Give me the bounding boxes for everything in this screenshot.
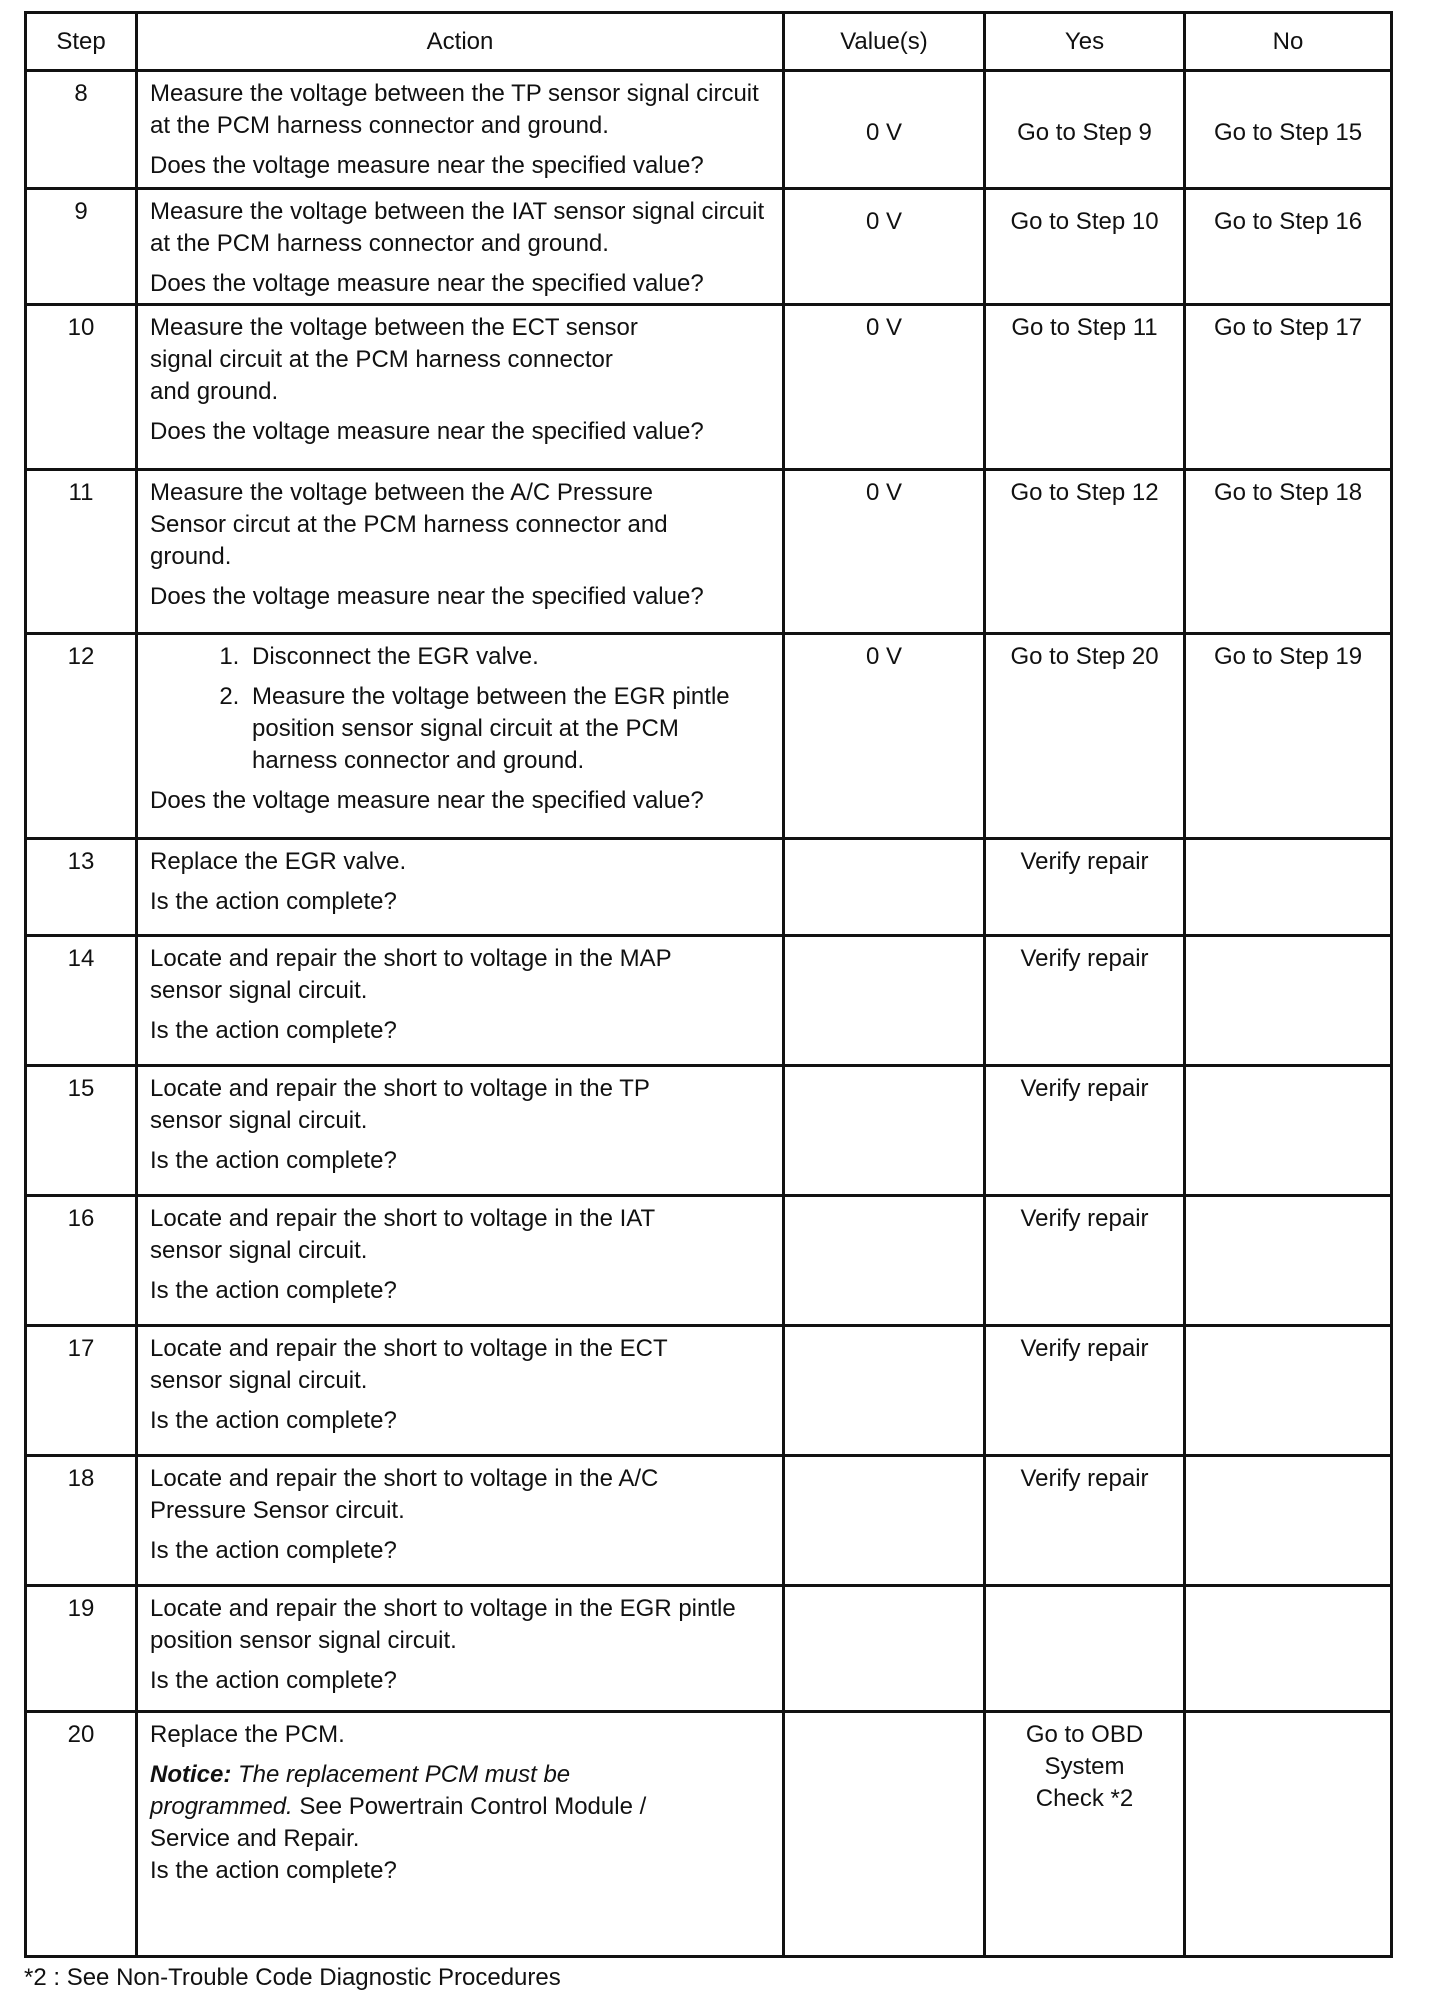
no-cell [1185, 1586, 1392, 1712]
yes-cell: Verify repair [985, 1326, 1185, 1456]
action-question: Is the action complete? [150, 1017, 397, 1044]
value-cell [784, 1326, 985, 1456]
header-action: Action [137, 13, 784, 71]
action-cell [137, 71, 784, 189]
substep-item: 2. Measure the voltage between the EGR pintle position sensor signal circuit at the PCM harness connector and ground. [246, 681, 770, 777]
yes-cell: Go to Step 9 [985, 71, 1185, 189]
header-values: Value(s) [784, 13, 985, 71]
table-row [26, 634, 1392, 839]
no-cell [1185, 839, 1392, 936]
action-question: Is the action complete? [150, 1147, 397, 1174]
action-question: Is the action complete? [150, 1667, 397, 1694]
step-number: 11 [26, 470, 137, 634]
action-cell [137, 189, 784, 305]
value-cell [784, 1066, 985, 1196]
table-row [26, 189, 1392, 305]
value-cell [784, 839, 985, 936]
diagnostic-table [24, 11, 1393, 1958]
table-row [26, 1712, 1392, 1957]
action-cell [137, 936, 784, 1066]
action-text: Locate and repair the short to voltage in the EGR pintle position sensor signal circuit. [150, 1595, 736, 1654]
table-row [26, 1196, 1392, 1326]
table-row [26, 1586, 1392, 1712]
action-question: Does the voltage measure near the specified value? [150, 583, 704, 610]
action-text: Measure the voltage between the TP sensor signal circuit at the PCM harness connector and ground. [150, 80, 759, 139]
value-cell: 0 V [784, 189, 985, 305]
notice-reference: See Powertrain Control Module / Service and Repair. [150, 1793, 647, 1852]
action-cell [137, 1326, 784, 1456]
notice-block [150, 1759, 770, 1855]
no-cell [1185, 1066, 1392, 1196]
action-cell [137, 1586, 784, 1712]
footnote: *2 : See Non-Trouble Code Diagnostic Procedures [24, 1964, 561, 1991]
action-text: Measure the voltage between the A/C Pressure Sensor circut at the PCM harness connector and ground. [150, 479, 668, 570]
action-text: Locate and repair the short to voltage in the MAP sensor signal circuit. [150, 945, 672, 1004]
action-text: Locate and repair the short to voltage in the IAT sensor signal circuit. [150, 1205, 655, 1264]
no-cell: Go to Step 17 [1185, 305, 1392, 470]
step-number: 20 [26, 1712, 137, 1957]
value-cell [784, 1586, 985, 1712]
table-row [26, 1066, 1392, 1196]
value-cell [784, 1196, 985, 1326]
yes-cell: Go to Step 12 [985, 470, 1185, 634]
action-cell [137, 470, 784, 634]
step-number: 13 [26, 839, 137, 936]
step-number: 14 [26, 936, 137, 1066]
action-text: Locate and repair the short to voltage in the A/C Pressure Sensor circuit. [150, 1465, 659, 1524]
no-cell [1185, 1712, 1392, 1957]
step-number: 15 [26, 1066, 137, 1196]
action-cell [137, 634, 784, 839]
action-question: Is the action complete? [150, 888, 397, 915]
action-question: Does the voltage measure near the specified value? [150, 418, 704, 445]
action-question: Is the action complete? [150, 1537, 397, 1564]
no-cell: Go to Step 19 [1185, 634, 1392, 839]
action-question: Does the voltage measure near the specified value? [150, 270, 704, 297]
action-question: Does the voltage measure near the specified value? [150, 152, 704, 179]
yes-cell: Verify repair [985, 839, 1185, 936]
action-text: Locate and repair the short to voltage in the TP sensor signal circuit. [150, 1075, 650, 1134]
table-row [26, 1456, 1392, 1586]
yes-cell: Verify repair [985, 1196, 1185, 1326]
action-question: Is the action complete? [150, 1857, 397, 1884]
step-number: 8 [26, 71, 137, 189]
notice-label: Notice: [150, 1761, 232, 1788]
action-question: Does the voltage measure near the specified value? [150, 787, 704, 814]
no-cell [1185, 1456, 1392, 1586]
action-text: Measure the voltage between the IAT sensor signal circuit at the PCM harness connector and ground. [150, 198, 765, 257]
table-row [26, 839, 1392, 936]
action-text: Replace the EGR valve. [150, 848, 407, 875]
substep-item: 1. Disconnect the EGR valve. [246, 641, 770, 673]
step-number: 18 [26, 1456, 137, 1586]
header-yes: Yes [985, 13, 1185, 71]
no-cell [1185, 936, 1392, 1066]
step-number: 12 [26, 634, 137, 839]
yes-cell: Go to Step 11 [985, 305, 1185, 470]
step-number: 17 [26, 1326, 137, 1456]
value-cell: 0 V [784, 305, 985, 470]
step-number: 9 [26, 189, 137, 305]
action-cell [137, 839, 784, 936]
yes-cell: Go to Step 10 [985, 189, 1185, 305]
step-number: 19 [26, 1586, 137, 1712]
yes-cell: Verify repair [985, 936, 1185, 1066]
notice-text: The replacement PCM must be programmed. [150, 1761, 571, 1820]
value-cell [784, 936, 985, 1066]
header-step: Step [26, 13, 137, 71]
table-row [26, 1326, 1392, 1456]
table-row [26, 71, 1392, 189]
action-question: Is the action complete? [150, 1407, 397, 1434]
value-cell [784, 1456, 985, 1586]
yes-cell: Verify repair [985, 1456, 1185, 1586]
step-number: 10 [26, 305, 137, 470]
action-cell [137, 1066, 784, 1196]
yes-cell: Go to OBD System Check *2 [985, 1712, 1185, 1957]
table-row [26, 305, 1392, 470]
action-text: Replace the PCM. [150, 1721, 345, 1748]
step-number: 16 [26, 1196, 137, 1326]
yes-cell: Go to Step 20 [985, 634, 1185, 839]
table-row [26, 936, 1392, 1066]
action-cell [137, 1196, 784, 1326]
header-no: No [1185, 13, 1392, 71]
action-cell [137, 1456, 784, 1586]
substep-list [150, 641, 770, 777]
action-text: Measure the voltage between the ECT sensor signal circuit at the PCM harness connector and ground. [150, 314, 638, 405]
no-cell: Go to Step 16 [1185, 189, 1392, 305]
no-cell: Go to Step 18 [1185, 470, 1392, 634]
action-cell [137, 305, 784, 470]
action-cell [137, 1712, 784, 1957]
yes-cell [985, 1586, 1185, 1712]
no-cell [1185, 1196, 1392, 1326]
value-cell: 0 V [784, 71, 985, 189]
value-cell [784, 1712, 985, 1957]
no-cell [1185, 1326, 1392, 1456]
no-cell: Go to Step 15 [1185, 71, 1392, 189]
header-row [26, 13, 1392, 71]
action-question: Is the action complete? [150, 1277, 397, 1304]
value-cell: 0 V [784, 470, 985, 634]
yes-cell: Verify repair [985, 1066, 1185, 1196]
table-row [26, 470, 1392, 634]
action-text: Locate and repair the short to voltage in the ECT sensor signal circuit. [150, 1335, 668, 1394]
value-cell: 0 V [784, 634, 985, 839]
